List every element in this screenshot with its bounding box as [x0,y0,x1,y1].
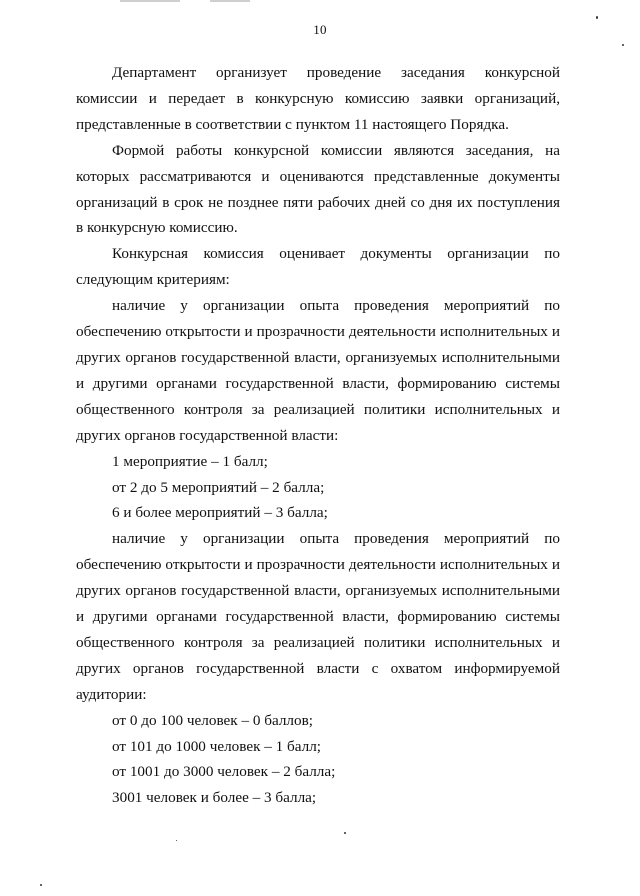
scan-speck [622,44,624,46]
score-item: 3001 человек и более – 3 балла; [112,789,317,807]
scan-speck [176,840,177,841]
scan-speck [596,16,598,19]
scan-artifact [210,0,250,2]
scan-speck [40,884,42,886]
score-item: от 1001 до 3000 человек – 2 балла; [112,763,336,781]
paragraph-criterion-events: наличие у организации опыта проведения мероприятий по обеспечению открытости и прозрачности деятельности исполнительных и других органов государственной власти, организуемых исполнительными и другими органами государственной власти, формированию системы общественного контроля за реализацией политики исполнительных и других органов государственной власти: [76,297,560,444]
score-item: 6 и более мероприятий – 3 балла; [112,504,328,522]
score-item: от 101 до 1000 человек – 1 балл; [112,737,322,755]
paragraph-commission-work: Формой работы конкурсной комиссии являются заседания, на которых рассматриваются и оцениваются представленные документы организаций в срок не позднее пяти рабочих дней со дня их поступления в конкурсную комиссию. [76,141,560,237]
score-item: от 2 до 5 мероприятий – 2 балла; [112,478,325,496]
score-item: от 0 до 100 человек – 0 баллов; [112,711,313,729]
paragraph-department: Департамент организует проведение заседания конкурсной комиссии и передает в конкурсную комиссию заявки организаций, представленные в соответствии с пунктом 11 настоящего Порядка. [76,64,560,133]
scan-artifact [120,0,180,2]
paragraph-criterion-audience: наличие у организации опыта проведения мероприятий по обеспечению открытости и прозрачности деятельности исполнительных и других органов государственной власти, организуемых исполнительными и другими органами государственной власти, формированию системы общественного контроля за реализацией политики исполнительных и других органов государственной власти с охватом информируемой аудитории: [76,530,560,703]
document-body [76,60,560,811]
scan-speck [344,832,346,834]
paragraph-criteria-intro: Конкурсная комиссия оценивает документы организации по следующим критериям: [76,245,560,289]
page-number: 10 [313,22,327,37]
score-item: 1 мероприятие – 1 балл; [112,452,268,470]
